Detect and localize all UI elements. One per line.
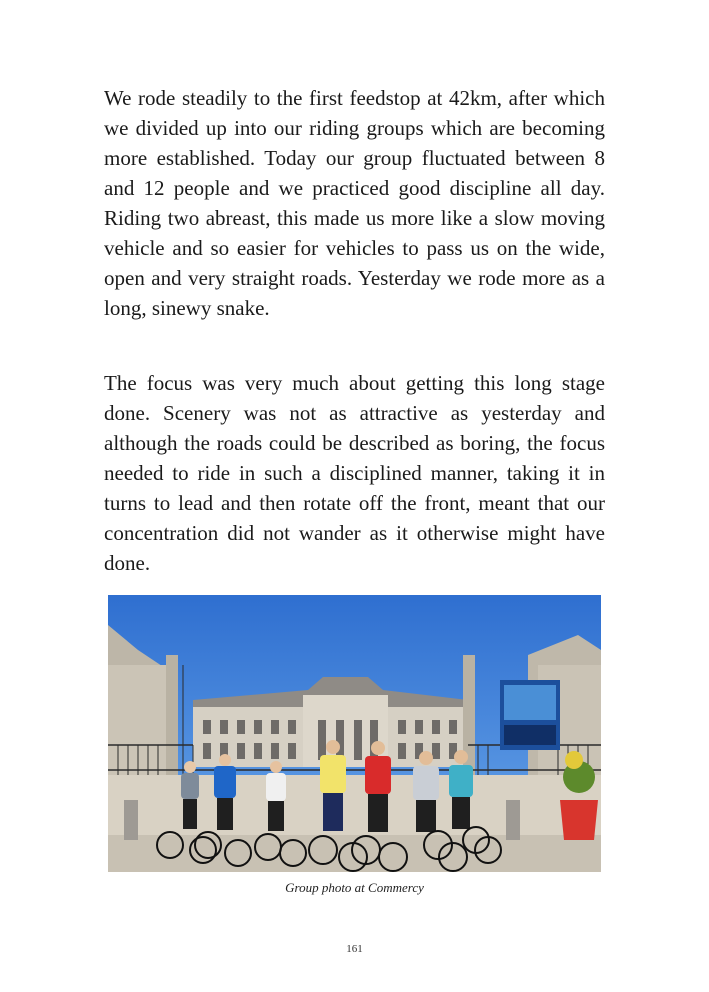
photo-caption: Group photo at Commercy: [285, 880, 424, 895]
group-photo: [108, 595, 601, 872]
body-paragraph-1: We rode steadily to the first feedstop at 42km, after which we divided up into our riding groups which are becoming more established. Today our group fluctuated between 8 and 12 people and we practiced good discipline all day. Riding two abreast, this made us more like a slow moving vehicle and so easier for vehicles to pass us on the wide, open and very straight roads. Yesterday we rode more as a long, sinewy snake.: [104, 86, 605, 320]
page-number: 161: [346, 943, 363, 955]
body-paragraph-2: The focus was very much about getting this long stage done. Scenery was not as attractive as yesterday and although the roads could be described as boring, the focus needed to ride in such a disciplined manner, taking it in turns to lead and then rotate off the front, meant that our concentration did not wander as it otherwise might have done.: [104, 371, 605, 575]
